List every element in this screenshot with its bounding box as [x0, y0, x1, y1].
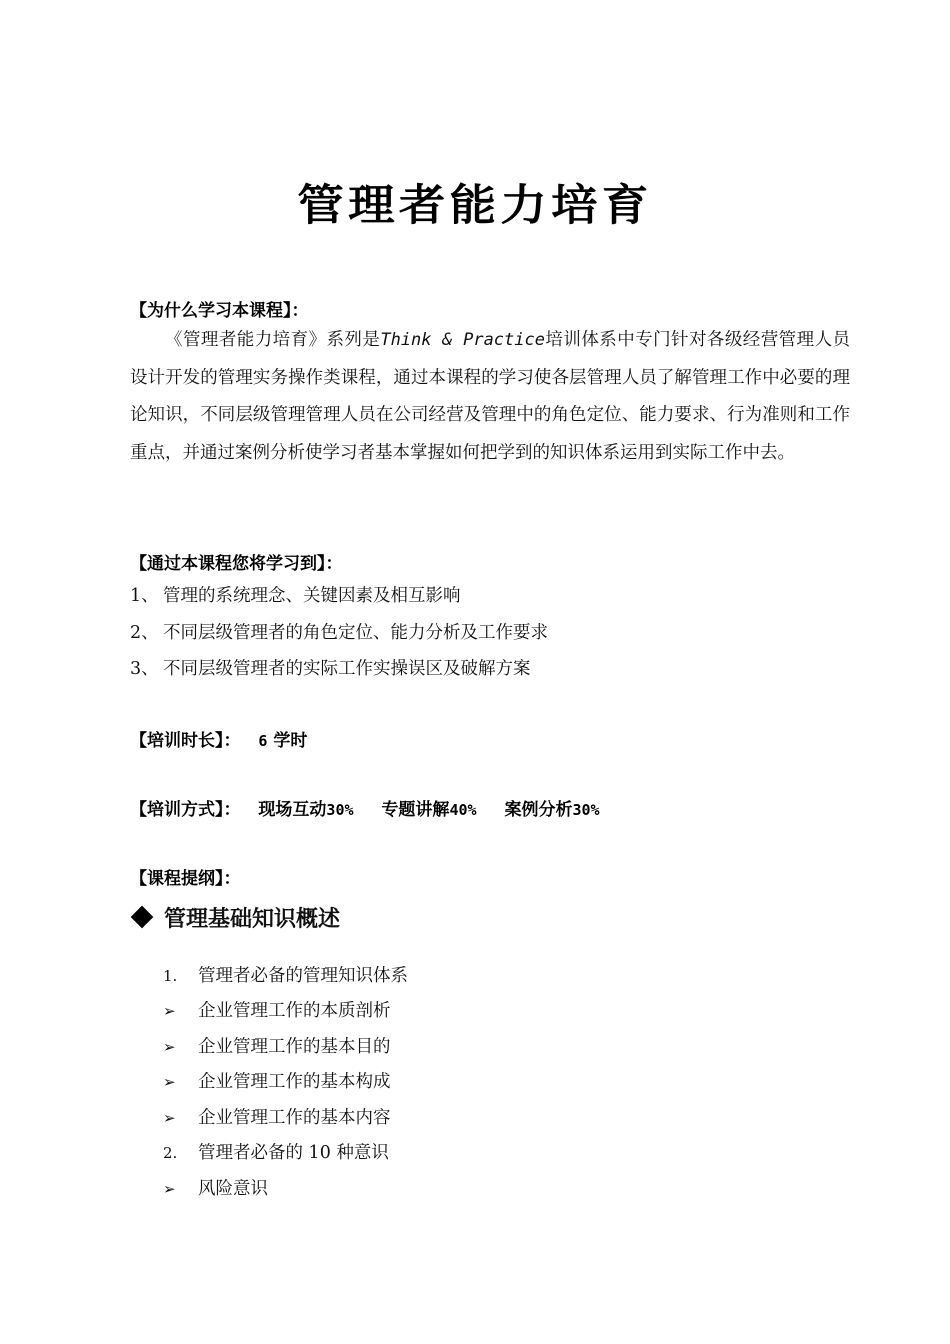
outline-item-text: 企业管理工作的基本目的	[198, 1037, 391, 1057]
method-percent: 40%	[449, 801, 477, 819]
outline-item-text: 企业管理工作的基本构成	[198, 1072, 391, 1092]
method-row	[130, 795, 600, 820]
outline-item	[163, 1139, 389, 1164]
method-name: 专题讲解	[381, 800, 450, 820]
diamond-bullet-icon	[131, 906, 154, 929]
outline-heading: 【课程提纲】：	[130, 869, 241, 889]
outline-item	[163, 962, 408, 987]
method-label: 【培训方式】：	[130, 800, 241, 820]
outline-item	[163, 997, 391, 1022]
learn-item	[130, 582, 461, 607]
arrow-bullet-icon: ➢	[163, 1180, 176, 1198]
learn-item-text: 不同层级管理者的实际工作实操误区及破解方案	[163, 659, 531, 679]
outline-item-text: 风险意识	[198, 1179, 268, 1199]
duration-label: 【培训时长】：	[130, 731, 241, 751]
duration-unit: 学时	[273, 731, 308, 751]
outline-item-text: 企业管理工作的本质剖析	[198, 1001, 391, 1021]
method-name: 现场互动	[258, 800, 327, 820]
outline-item-marker: 2.	[163, 1144, 178, 1162]
learn-item-text: 不同层级管理者的角色定位、能力分析及工作要求	[163, 623, 548, 643]
arrow-bullet-icon: ➢	[163, 1038, 176, 1056]
learn-item-text: 管理的系统理念、关键因素及相互影响	[163, 586, 461, 606]
outline-item-text: 管理者必备的 10 种意识	[198, 1143, 389, 1163]
outline-section-title	[130, 902, 340, 933]
learn-item	[130, 619, 548, 644]
outline-item-text: 企业管理工作的基本内容	[198, 1108, 391, 1128]
why-text-before: 《管理者能力培育》系列是	[165, 330, 381, 350]
outline-item	[163, 1104, 391, 1129]
why-paragraph	[130, 322, 850, 472]
duration-number: 6	[258, 732, 268, 750]
method-name: 案例分析	[504, 800, 573, 820]
outline-item-text: 管理者必备的管理知识体系	[198, 966, 408, 986]
brand-name: Think & Practice	[380, 330, 545, 350]
learn-item-number: 1、	[130, 586, 159, 606]
method-percent: 30%	[572, 801, 600, 819]
learn-item-number: 2、	[130, 623, 159, 643]
outline-item	[163, 1175, 268, 1200]
outline-item	[163, 1033, 391, 1058]
arrow-bullet-icon: ➢	[163, 1073, 176, 1091]
outline-item-marker: 1.	[163, 967, 178, 985]
outline-item	[163, 1068, 391, 1093]
duration-row	[130, 726, 307, 751]
learn-item	[130, 655, 531, 680]
arrow-bullet-icon: ➢	[163, 1002, 176, 1020]
learn-item-number: 3、	[130, 659, 159, 679]
why-text-after: 培训体系中专门针对各级经营管理人员设计开发的管理实务操作类课程，通过本课程的学习使各层管理人员了解管理工作中必要的理论知识，不同层级管理管理人员在公司经营及管理中的角色定位、能力要求、行为准则和工作重点，并通过案例分析使学习者基本掌握如何把学到的知识体系运用到实际工作中去。	[130, 330, 851, 463]
learn-heading: 【通过本课程您将学习到】：	[130, 554, 343, 574]
why-heading: 【为什么学习本课程】：	[130, 301, 309, 321]
arrow-bullet-icon: ➢	[163, 1109, 176, 1127]
method-percent: 30%	[326, 801, 354, 819]
section-title-text: 管理基础知识概述	[164, 907, 341, 932]
document-title: 管理者能力培育	[297, 181, 653, 231]
